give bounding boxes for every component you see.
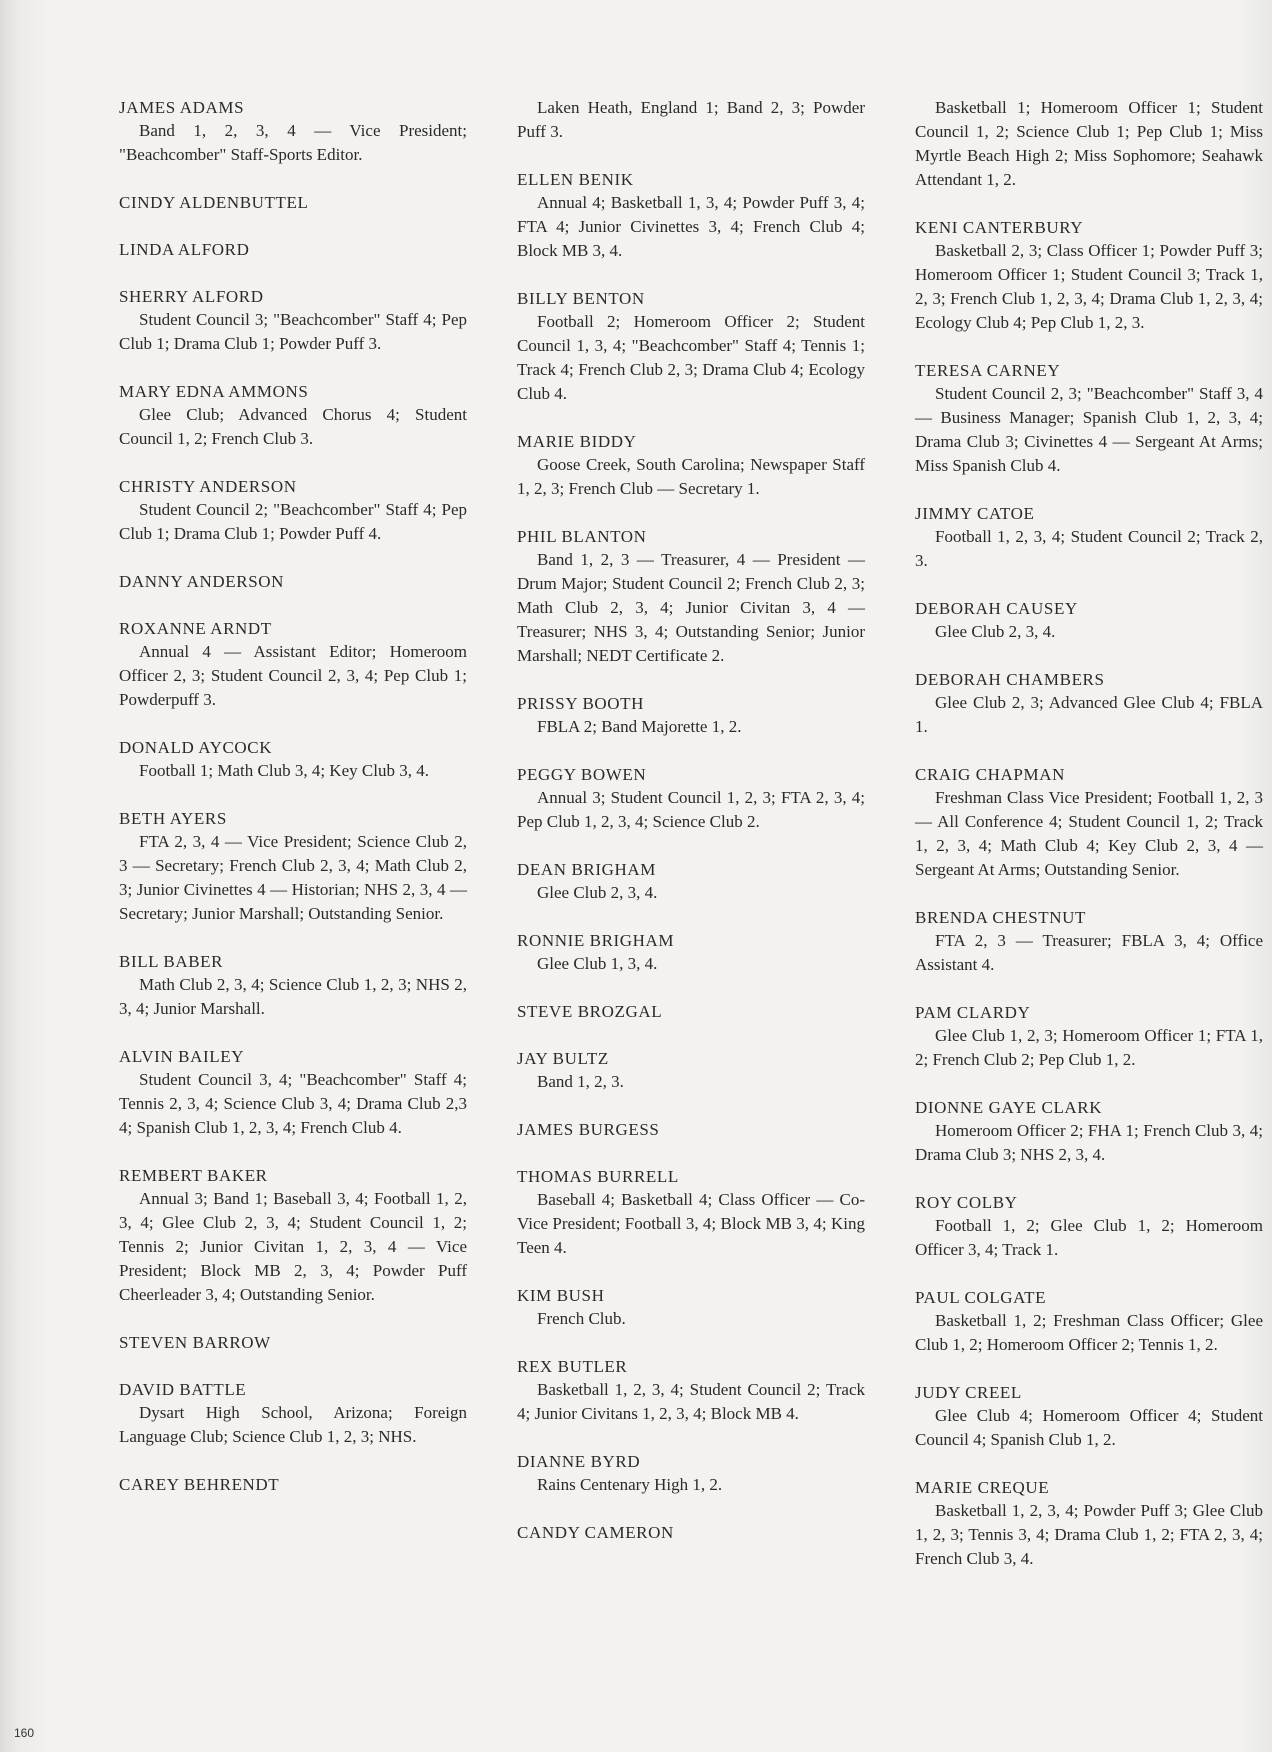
senior-entry [517, 1118, 865, 1141]
senior-activities: Football 2; Homeroom Officer 2; Student Council 1, 3, 4; "Beachcomber" Staff 4; Tennis 1; Track 4; French Club 2, 3; Drama Club 4; Ecology Club 4. [517, 312, 865, 403]
senior-name: JUDY CREEL [915, 1383, 1022, 1402]
senior-activities: Dysart High School, Arizona; Foreign Language Club; Science Club 1, 2, 3; NHS. [119, 1403, 467, 1446]
senior-name: CINDY ALDENBUTTEL [119, 193, 309, 212]
senior-activities: Glee Club 1, 3, 4. [537, 954, 658, 973]
senior-entry [119, 285, 467, 356]
senior-name: DIONNE GAYE CLARK [915, 1098, 1103, 1117]
senior-activities: Annual 4; Basketball 1, 3, 4; Powder Puff 3, 4; FTA 4; Junior Civinettes 3, 4; French Club 4; Block MB 3, 4. [517, 193, 865, 260]
senior-name: CAREY BEHRENDT [119, 1475, 280, 1494]
senior-activities: Student Council 3; "Beachcomber" Staff 4; Pep Club 1; Drama Club 1; Powder Puff 3. [119, 310, 467, 353]
senior-activities: Student Council 3, 4; "Beachcomber" Staff 4; Tennis 2, 3, 4; Science Club 3, 4; Drama Club 2,3 4; Spanish Club 1, 2, 3, 4; French Club 4. [119, 1070, 467, 1137]
senior-entry [517, 430, 865, 501]
senior-entry [119, 380, 467, 451]
senior-entry [119, 1378, 467, 1449]
senior-name: PAUL COLGATE [915, 1288, 1047, 1307]
senior-name: CRAIG CHAPMAN [915, 765, 1065, 784]
senior-name: MARY EDNA AMMONS [119, 382, 309, 401]
senior-name: BRENDA CHESTNUT [915, 908, 1086, 927]
senior-entry [517, 1047, 865, 1094]
senior-entry [119, 1045, 467, 1140]
senior-activities: Goose Creek, South Carolina; Newspaper Staff 1, 2, 3; French Club — Secretary 1. [517, 455, 865, 498]
senior-name: DEAN BRIGHAM [517, 860, 656, 879]
senior-name: LINDA ALFORD [119, 240, 250, 259]
senior-activities: Glee Club 4; Homeroom Officer 4; Student Council 4; Spanish Club 1, 2. [915, 1406, 1263, 1449]
senior-entry [119, 807, 467, 926]
senior-name: DAVID BATTLE [119, 1380, 247, 1399]
senior-name: BILLY BENTON [517, 289, 645, 308]
senior-entry [119, 1164, 467, 1307]
senior-activities: Band 1, 2, 3. [537, 1072, 624, 1091]
senior-entry [517, 96, 865, 144]
senior-name: TERESA CARNEY [915, 361, 1061, 380]
senior-activities: FTA 2, 3, 4 — Vice President; Science Club 2, 3 — Secretary; French Club 2, 3, 4; Math Club 2, 3; Junior Civinettes 4 — Historian; NHS 2, 3, 4 — Secretary; Junior Marshall; Outstanding Senior. [119, 832, 467, 923]
senior-name: CHRISTY ANDERSON [119, 477, 297, 496]
senior-activities: FTA 2, 3 — Treasurer; FBLA 3, 4; Office Assistant 4. [915, 931, 1263, 974]
senior-name: STEVE BROZGAL [517, 1002, 663, 1021]
senior-name: ELLEN BENIK [517, 170, 634, 189]
senior-activities: Basketball 1, 2, 3, 4; Powder Puff 3; Glee Club 1, 2, 3; Tennis 3, 4; Drama Club 1, 2; FTA 2, 3, 4; French Club 3, 4. [915, 1501, 1263, 1568]
senior-activities: Annual 4 — Assistant Editor; Homeroom Officer 2, 3; Student Council 2, 3, 4; Pep Club 1; Powderpuff 3. [119, 642, 467, 709]
senior-activities: Glee Club; Advanced Chorus 4; Student Council 1, 2; French Club 3. [119, 405, 467, 448]
senior-name: RONNIE BRIGHAM [517, 931, 675, 950]
senior-name: BETH AYERS [119, 809, 227, 828]
senior-entry [517, 929, 865, 976]
senior-entry [915, 906, 1263, 977]
senior-activities: Baseball 4; Basketball 4; Class Officer — Co-Vice President; Football 3, 4; Block MB 3, 4; King Teen 4. [517, 1190, 865, 1257]
senior-entry [915, 1001, 1263, 1072]
senior-name: DIANNE BYRD [517, 1452, 641, 1471]
senior-name: MARIE CREQUE [915, 1478, 1050, 1497]
senior-name: KIM BUSH [517, 1286, 605, 1305]
senior-activities: Glee Club 2, 3, 4. [935, 622, 1056, 641]
senior-entry [915, 96, 1263, 192]
senior-entry [517, 763, 865, 834]
senior-entry [915, 597, 1263, 644]
senior-entry [119, 736, 467, 783]
senior-entry [517, 1165, 865, 1260]
senior-entry [119, 950, 467, 1021]
senior-name: DONALD AYCOCK [119, 738, 273, 757]
senior-entry [915, 1191, 1263, 1262]
senior-entry [119, 238, 467, 261]
senior-entry [915, 763, 1263, 882]
senior-name: SHERRY ALFORD [119, 287, 264, 306]
senior-name: PHIL BLANTON [517, 527, 647, 546]
senior-entry [915, 1096, 1263, 1167]
column-2 [517, 96, 865, 1568]
senior-activities: Laken Heath, England 1; Band 2, 3; Powder Puff 3. [517, 98, 865, 141]
senior-activities: Freshman Class Vice President; Football 1, 2, 3 — All Conference 4; Student Council 1, 2; Track 1, 2, 3, 4; Math Club 4; Key Club 2, 3, 4 — Sergeant At Arms; Outstanding Senior. [915, 788, 1263, 879]
senior-name: ROXANNE ARNDT [119, 619, 272, 638]
senior-name: JAMES BURGESS [517, 1120, 660, 1139]
senior-name: CANDY CAMERON [517, 1523, 674, 1542]
senior-activities: Glee Club 1, 2, 3; Homeroom Officer 1; FTA 1, 2; French Club 2; Pep Club 1, 2. [915, 1026, 1263, 1069]
senior-activities: Rains Centenary High 1, 2. [537, 1475, 723, 1494]
senior-activities: Annual 3; Band 1; Baseball 3, 4; Football 1, 2, 3, 4; Glee Club 2, 3, 4; Student Council 1, 2; Tennis 2; Junior Civitan 1, 2, 3, 4 — Vice President; Block MB 2, 3, 4; Powder Puff Cheerleader 3, 4; Outstanding Senior. [119, 1189, 467, 1304]
senior-activities: Basketball 1, 2; Freshman Class Officer; Glee Club 1, 2; Homeroom Officer 2; Tennis 1, 2. [915, 1311, 1263, 1354]
senior-name: DEBORAH CAUSEY [915, 599, 1078, 618]
senior-activities: Basketball 1, 2, 3, 4; Student Council 2; Track 4; Junior Civitans 1, 2, 3, 4; Block MB 4. [517, 1380, 865, 1423]
senior-entry [517, 168, 865, 263]
senior-activities: FBLA 2; Band Majorette 1, 2. [537, 717, 742, 736]
senior-entry [517, 692, 865, 739]
senior-name: THOMAS BURRELL [517, 1167, 679, 1186]
senior-entry [119, 1473, 467, 1496]
senior-entry [119, 1331, 467, 1354]
senior-activities: Football 1, 2; Glee Club 1, 2; Homeroom Officer 3, 4; Track 1. [915, 1216, 1263, 1259]
senior-entry [517, 1000, 865, 1023]
senior-name: KENI CANTERBURY [915, 218, 1084, 237]
senior-activities: French Club. [537, 1309, 626, 1328]
senior-entry [915, 1286, 1263, 1357]
senior-name: REMBERT BAKER [119, 1166, 268, 1185]
senior-entry [915, 668, 1263, 739]
senior-entry [517, 1521, 865, 1544]
senior-name: STEVEN BARROW [119, 1333, 271, 1352]
senior-activities: Glee Club 2, 3, 4. [537, 883, 658, 902]
senior-activities: Band 1, 2, 3, 4 — Vice President; "Beachcomber" Staff-Sports Editor. [119, 121, 467, 164]
senior-entry [517, 525, 865, 668]
senior-name: DEBORAH CHAMBERS [915, 670, 1105, 689]
senior-name: PEGGY BOWEN [517, 765, 647, 784]
senior-entry [119, 475, 467, 546]
senior-entry [119, 96, 467, 167]
senior-entry [915, 1381, 1263, 1452]
senior-name: DANNY ANDERSON [119, 572, 285, 591]
senior-activities: Student Council 2; "Beachcomber" Staff 4; Pep Club 1; Drama Club 1; Powder Puff 4. [119, 500, 467, 543]
senior-entry [119, 191, 467, 214]
senior-name: BILL BABER [119, 952, 224, 971]
senior-activities: Homeroom Officer 2; FHA 1; French Club 3, 4; Drama Club 3; NHS 2, 3, 4. [915, 1121, 1263, 1164]
senior-name: JAMES ADAMS [119, 98, 245, 117]
senior-activities: Band 1, 2, 3 — Treasurer, 4 — President — Drum Major; Student Council 2; French Club 2, 3; Math Club 2, 3, 4; Junior Civitan 3, 4 — Treasurer; NHS 3, 4; Outstanding Senior; Junior Marshall; NEDT Certificate 2. [517, 550, 865, 665]
senior-entry [119, 617, 467, 712]
senior-entry [119, 570, 467, 593]
page-number: 160 [14, 1726, 35, 1740]
senior-activities: Math Club 2, 3, 4; Science Club 1, 2, 3; NHS 2, 3, 4; Junior Marshall. [119, 975, 467, 1018]
column-3 [915, 96, 1263, 1595]
senior-activities: Glee Club 2, 3; Advanced Glee Club 4; FBLA 1. [915, 693, 1263, 736]
senior-name: JAY BULTZ [517, 1049, 609, 1068]
senior-entry [915, 1476, 1263, 1571]
senior-activities: Annual 3; Student Council 1, 2, 3; FTA 2, 3, 4; Pep Club 1, 2, 3, 4; Science Club 2. [517, 788, 865, 831]
senior-entry [517, 1450, 865, 1497]
senior-entry [517, 1355, 865, 1426]
senior-entry [517, 858, 865, 905]
senior-entry [915, 216, 1263, 335]
senior-name: REX BUTLER [517, 1357, 628, 1376]
senior-activities: Basketball 2, 3; Class Officer 1; Powder Puff 3; Homeroom Officer 1; Student Council 3; Track 1, 2, 3; French Club 1, 2, 3, 4; Drama Club 1, 2, 3, 4; Ecology Club 4; Pep Club 1, 2, 3. [915, 241, 1263, 332]
senior-entry [915, 502, 1263, 573]
senior-activities: Football 1, 2, 3, 4; Student Council 2; Track 2, 3. [915, 527, 1263, 570]
column-1 [119, 96, 467, 1520]
senior-entry [517, 287, 865, 406]
senior-name: ROY COLBY [915, 1193, 1018, 1212]
senior-entry [915, 359, 1263, 478]
senior-activities: Football 1; Math Club 3, 4; Key Club 3, 4. [139, 761, 429, 780]
senior-name: PAM CLARDY [915, 1003, 1031, 1022]
senior-name: ALVIN BAILEY [119, 1047, 245, 1066]
senior-name: JIMMY CATOE [915, 504, 1035, 523]
senior-name: PRISSY BOOTH [517, 694, 645, 713]
senior-activities: Basketball 1; Homeroom Officer 1; Student Council 1, 2; Science Club 1; Pep Club 1; Miss Myrtle Beach High 2; Miss Sophomore; Seahawk Attendant 1, 2. [915, 98, 1263, 189]
senior-name: MARIE BIDDY [517, 432, 637, 451]
senior-entry [517, 1284, 865, 1331]
senior-activities: Student Council 2, 3; "Beachcomber" Staff 3, 4 — Business Manager; Spanish Club 1, 2, 3, 4; Drama Club 3; Civinettes 4 — Sergeant At Arms; Miss Spanish Club 4. [915, 384, 1263, 475]
